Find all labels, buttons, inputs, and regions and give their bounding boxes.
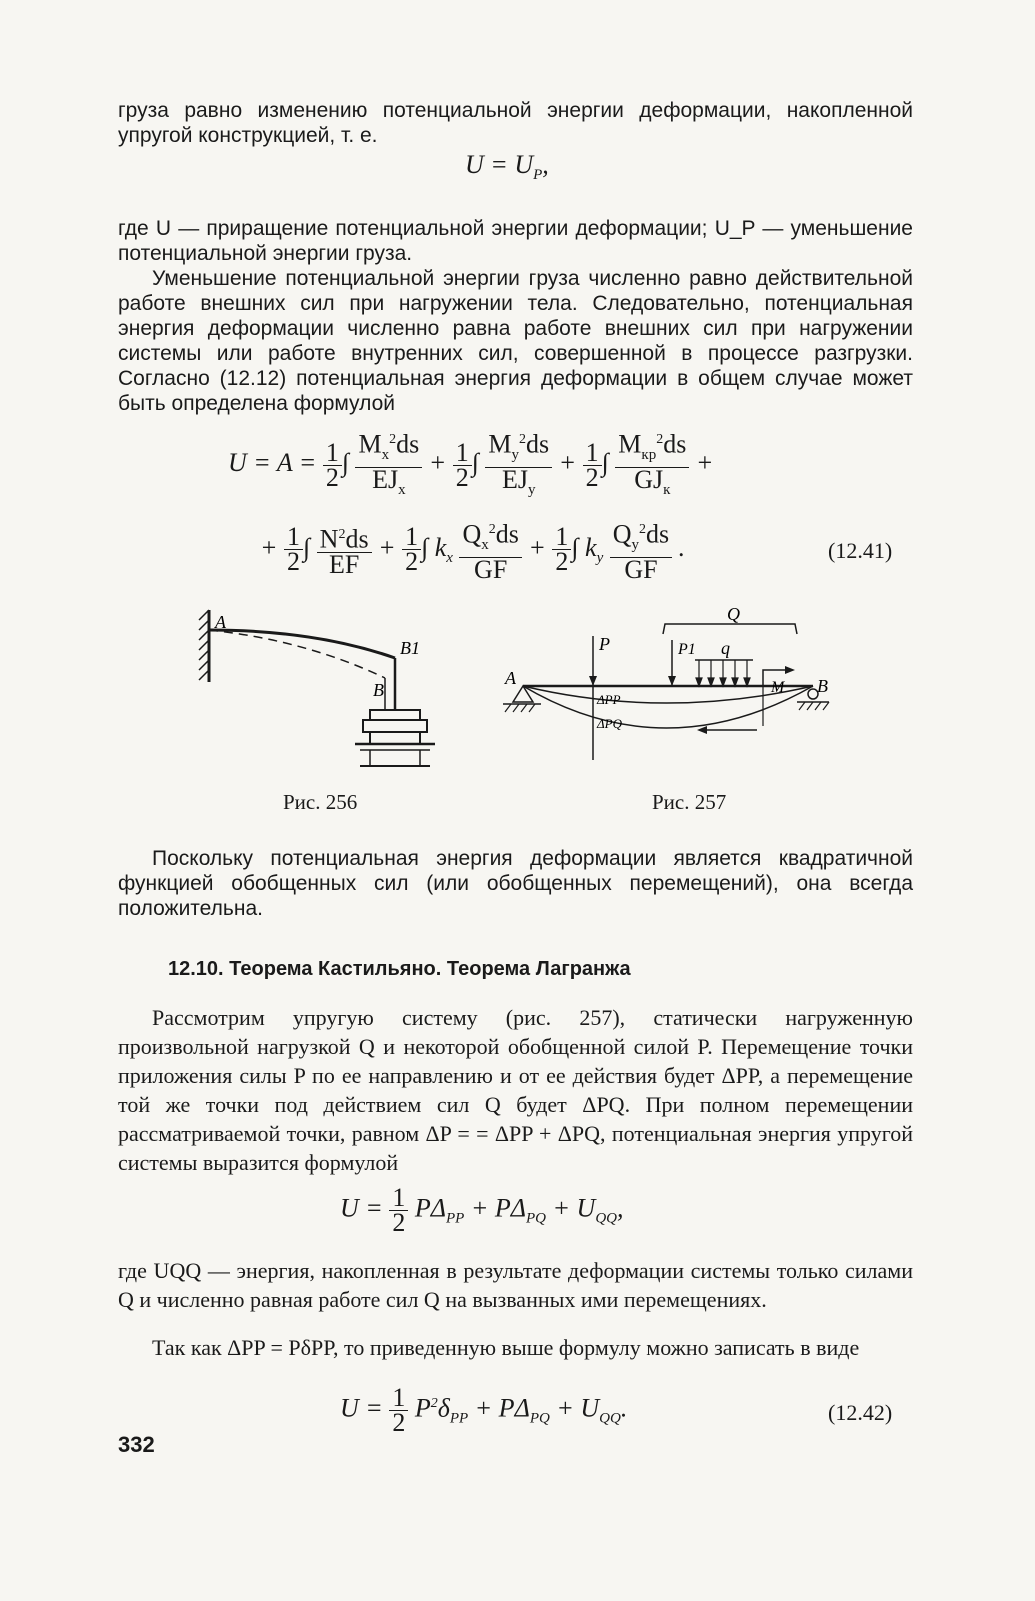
figure-256-cantilever <box>195 600 455 780</box>
paragraph-2: где U — приращение потенциальной энергии деформации; U_P — уменьшение потенциальной энергии груза. <box>118 217 913 265</box>
fig257-label-p1: P1 <box>678 641 696 658</box>
formula-12-41-line-2: + $\frac{1}{2}$ ∫ $\frac{N^2ds}{EF}$ + $\frac{1}{2}$ ∫ $k_x$ $\frac{Q_x^2ds}{GF}$ + $\frac{1}{2}$ ∫ $k_y$ $\frac{Q_y^2ds}{GF}$ . <box>260 519 686 584</box>
section-heading: 12.10. Теорема Кастильяно. Теорема Лагранжа <box>168 958 631 980</box>
fig257-label-b: B <box>817 676 828 696</box>
fig256-label-b: B <box>373 680 384 700</box>
paragraph-4: Поскольку потенциальная энергия деформации является квадратичной функцией обобщенных сил (или обобщенных перемещений), она всегда положительна. <box>118 847 913 920</box>
equation-number-12-42: (12.42) <box>828 1400 893 1425</box>
equation-number-12-41: (12.41) <box>828 538 893 563</box>
formula-u-equals-up: $U = U_P$, <box>465 150 549 184</box>
fig256-label-a: A <box>215 612 226 632</box>
fig257-label-Q: Q <box>727 604 740 624</box>
fig256-label-b1: B1 <box>400 638 420 658</box>
fig257-label-dpq: ΔPQ <box>597 716 622 731</box>
figure-257-simple-beam <box>495 600 835 780</box>
paragraph-5: Рассмотрим упругую систему (рис. 257), статически нагруженную произвольной нагрузкой Q и некоторой обобщенной силой P. Перемещение точки приложения силы P по ее направлению и от ее действия будет ΔPP, а перемещение той же точки под действием сил Q будет ΔPQ. При полном перемещении рассматриваемой точки, равном ΔP = = ΔPP + ΔPQ, потенциальная энергия упругой системы выразится формулой <box>118 1005 913 1175</box>
fig257-label-q: q <box>721 638 730 658</box>
fig257-label-m: M <box>771 679 785 696</box>
fig257-label-a: A <box>505 668 516 688</box>
formula-12-41-line-1: U = A = $\frac{1}{2}$ ∫ $\frac{M_x^2ds}{EJ_x}$ + $\frac{1}{2}$ ∫ $\frac{M_y^2ds}{EJ_y}$ + $\frac{1}{2}$ ∫ $\frac{M_{кр}^2ds}{GJ_к}$ + <box>228 429 714 499</box>
figure-256-caption: Рис. 256 <box>283 790 358 814</box>
fig257-label-dpp: ΔPP <box>597 692 621 707</box>
formula-u-total: U = $\frac{1}{2}$ $P\Delta_{PP} + P\Delta_{PQ} + U_{QQ}$, <box>340 1183 624 1237</box>
paragraph-7: Так как ΔPP = PδPP, то приведенную выше формулу можно записать в виде <box>152 1335 860 1360</box>
paragraph-6: где UQQ — энергия, накопленная в результате деформации системы только силами Q и численно равная работе сил Q на вызванных ими перемещениях. <box>118 1258 913 1312</box>
page-number: 332 <box>118 1432 155 1457</box>
formula-12-42: U = $\frac{1}{2}$ $P^2\delta_{PP} + P\Delta_{PQ} + U_{QQ}$. <box>340 1383 628 1437</box>
paragraph-3: Уменьшение потенциальной энергии груза численно равно действительной работе внешних сил при нагружении тела. Следовательно, потенциальная энергия деформации численно равна работе внешних сил при нагружении системы или работе внутренних сил, совершенной в процессе разгрузки. Согласно (12.12) потенциальная энергия деформации в общем случае может быть определена формулой <box>118 267 913 415</box>
figure-257-caption: Рис. 257 <box>652 790 727 814</box>
fig257-label-p: P <box>599 634 610 654</box>
paragraph-1: груза равно изменению потенциальной энергии деформации, накопленной упругой конструкцией, т. е. <box>118 99 913 147</box>
